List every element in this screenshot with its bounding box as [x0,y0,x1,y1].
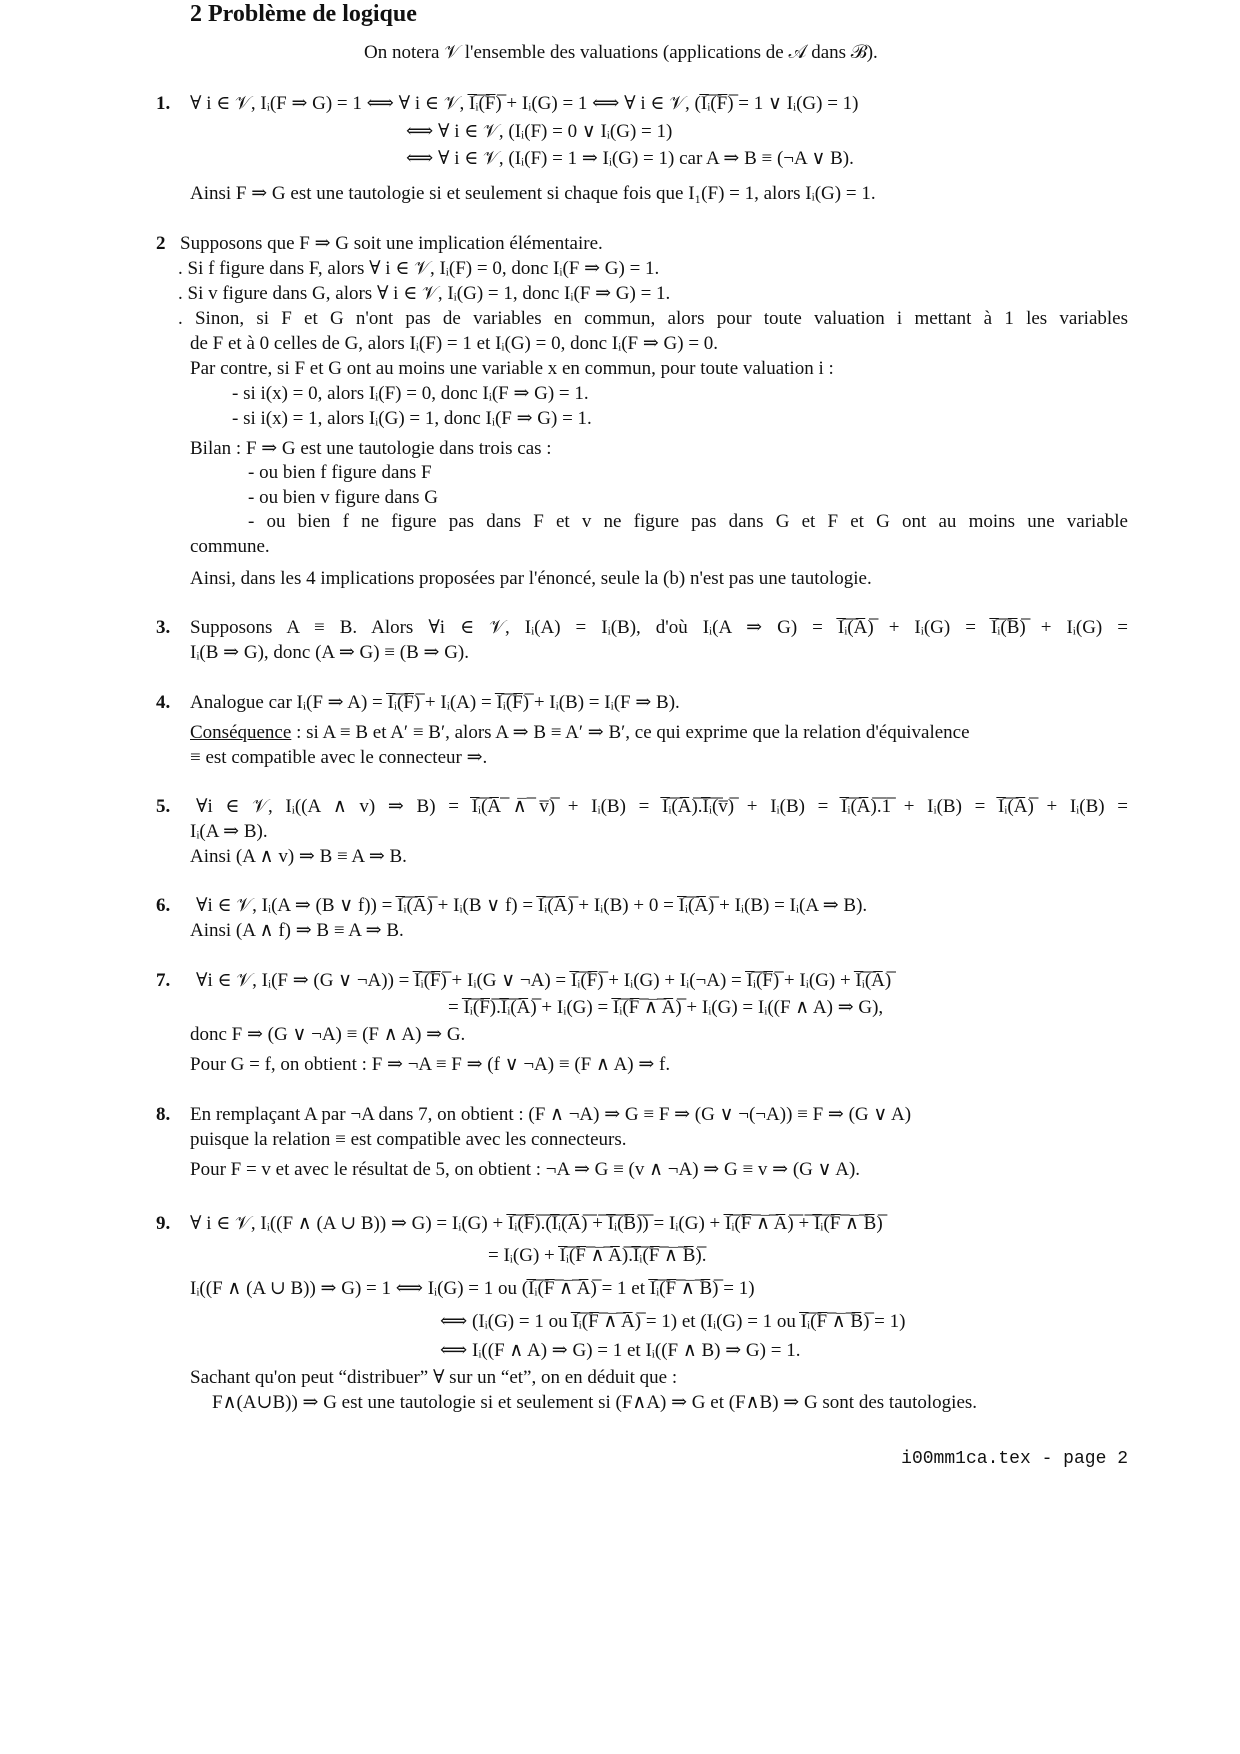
q1-number: 1. [156,93,171,114]
q9-line2: = Iᵢ(G) + I̅ᵢ̅(̅F̅ ̅∧̅ ̅A̅)̅.̅I̅ᵢ̅(̅F̅ ̅∧̅ ̅B̅)̅. [488,1245,707,1266]
q8-line1: En remplaçant A par ¬A dans 7, on obtient : (F ∧ ¬A) ⇒ G ≡ F ⇒ (G ∨ ¬(¬A)) ≡ F ⇒ (G ∨ A) [190,1104,912,1125]
section-title: 2 Problème de logique [190,1,417,27]
q3-line1: Supposons A ≡ B. Alors ∀i ∈ 𝒱, Iᵢ(A) = Iᵢ(B), d'où Iᵢ(A ⇒ G) = I̅ᵢ̅(̅A̅)̅ + Iᵢ(G) = I̅ᵢ̅(̅B̅)̅ + Iᵢ(G) = [190,617,1128,638]
q4-line1: Analogue car Iᵢ(F ⇒ A) = I̅ᵢ̅(̅F̅)̅ + Iᵢ(A) = I̅ᵢ̅(̅F̅)̅ + Iᵢ(B) = Iᵢ(F ⇒ B). [190,692,680,713]
q2-line2: . Si f figure dans F, alors ∀ i ∈ 𝒱, Iᵢ(F) = 0, donc Iᵢ(F ⇒ G) = 1. [178,258,660,279]
q9-number: 9. [156,1213,171,1234]
q9-line1: ∀ i ∈ 𝒱, Iᵢ((F ∧ (A ∪ B)) ⇒ G) = Iᵢ(G) + I̅ᵢ̅(̅F̅)̅.̅(̅I̅ᵢ̅(̅A̅)̅ ̅+̅ ̅I̅ᵢ̅(̅B̅)̅)̅ = Iᵢ(G) + I̅ᵢ̅(̅F̅ ̅∧̅ ̅A̅)̅ ̅+̅ ̅I̅ᵢ̅(̅F̅ ̅∧̅ ̅B̅)̅ [190,1213,883,1234]
q8-line3: Pour F = v et avec le résultat de 5, on obtient : ¬A ⇒ G ≡ (v ∧ ¬A) ⇒ G ≡ v ⇒ (G ∨ A). [190,1159,861,1180]
q2-line12: - ou bien f ne figure pas dans F et v ne figure pas dans G et F et G ont au moins une variable [248,511,1128,532]
q2-line4: . Sinon, si F et G n'ont pas de variables en commun, alors pour toute valuation i mettant à 1 les variables [178,308,1128,329]
q6-line2: Ainsi (A ∧ f) ⇒ B ≡ A ⇒ B. [190,920,404,941]
q2-line7: - si i(x) = 0, alors Iᵢ(F) = 0, donc Iᵢ(F ⇒ G) = 1. [232,383,589,404]
q1-line3: ⟺ ∀ i ∈ 𝒱, (Iᵢ(F) = 1 ⇒ Iᵢ(G) = 1) car A ⇒ B ≡ (¬A ∨ B). [406,148,854,169]
q8-line2: puisque la relation ≡ est compatible avec les connecteurs. [190,1129,627,1150]
q7-line1: ∀i ∈ 𝒱, Iᵢ(F ⇒ (G ∨ ¬A)) = I̅ᵢ̅(̅F̅)̅ + Iᵢ(G ∨ ¬A) = I̅ᵢ̅(̅F̅)̅ + Iᵢ(G) + Iᵢ(¬A) = I̅ᵢ̅(̅F̅)̅ + Iᵢ(G) + I̅ᵢ̅(̅A̅)̅ [196,970,892,991]
q1-line2: ⟺ ∀ i ∈ 𝒱, (Iᵢ(F) = 0 ∨ Iᵢ(G) = 1) [406,121,673,142]
q4-line3: ≡ est compatible avec le connecteur ⇒. [190,747,488,768]
q2-line11: - ou bien v figure dans G [248,487,438,508]
q5-number: 5. [156,796,171,817]
q2-line13: commune. [190,536,270,557]
q3-line2: Iᵢ(B ⇒ G), donc (A ⇒ G) ≡ (B ⇒ G). [190,642,469,663]
q4-consequence-label: Conséquence [190,722,292,743]
q7-number: 7. [156,970,171,991]
q5-line1: ∀i ∈ 𝒱, Iᵢ((A ∧ v) ⇒ B) = I̅ᵢ̅(̅A̅ ̅∧̅ ̅v̅)̅ + Iᵢ(B) = I̅ᵢ̅(̅A̅)̅.̅I̅ᵢ̅(̅v̅)̅ + Iᵢ(B) = I̅ᵢ̅(̅A̅)̅.̅1̅ + Iᵢ(B) = I̅ᵢ̅(̅A̅)̅ + Iᵢ(B) = [196,796,1128,817]
q4-consequence-text: : si A ≡ B et A′ ≡ B′, alors A ⇒ B ≡ A′ ⇒ B′, ce qui exprime que la relation d'équivalence [291,722,970,743]
intro-text: On notera 𝒱 l'ensemble des valuations (applications de 𝒜 dans ℬ). [364,42,878,63]
page-footer: i00mm1ca.tex - page 2 [901,1449,1128,1469]
q2-line9: Bilan : F ⇒ G est une tautologie dans trois cas : [190,438,552,459]
q8-number: 8. [156,1104,171,1125]
q2-line8: - si i(x) = 1, alors Iᵢ(G) = 1, donc Iᵢ(F ⇒ G) = 1. [232,408,592,429]
q2-line1: Supposons que F ⇒ G soit une implication élémentaire. [180,233,603,254]
q7-line4: Pour G = f, on obtient : F ⇒ ¬A ≡ F ⇒ (f ∨ ¬A) ≡ (F ∧ A) ⇒ f. [190,1054,671,1075]
q9-line4: ⟺ (Iᵢ(G) = 1 ou I̅ᵢ̅(̅F̅ ̅∧̅ ̅A̅)̅ = 1) et (Iᵢ(G) = 1 ou I̅ᵢ̅(̅F̅ ̅∧̅ ̅B̅)̅ = 1) [440,1311,906,1332]
q2-line5: de F et à 0 celles de G, alors Iᵢ(F) = 1 et Iᵢ(G) = 0, donc Iᵢ(F ⇒ G) = 0. [190,333,719,354]
q7-line3: donc F ⇒ (G ∨ ¬A) ≡ (F ∧ A) ⇒ G. [190,1024,466,1045]
q5-line2: Iᵢ(A ⇒ B). [190,821,268,842]
q1-line1: ∀ i ∈ 𝒱, Iᵢ(F ⇒ G) = 1 ⟺ ∀ i ∈ 𝒱, I̅ᵢ̅(̅F̅)̅ + Iᵢ(G) = 1 ⟺ ∀ i ∈ 𝒱, (I̅ᵢ̅(̅F̅)̅ = 1 ∨ Iᵢ(G) = 1) [190,93,859,114]
q9-line3: Iᵢ((F ∧ (A ∪ B)) ⇒ G) = 1 ⟺ Iᵢ(G) = 1 ou (I̅ᵢ̅(̅F̅ ̅∧̅ ̅A̅)̅ = 1 et I̅ᵢ̅(̅F̅ ̅∧̅ ̅B̅)̅ = 1) [190,1278,755,1299]
q2-number: 2 [156,233,166,254]
q1-line4: Ainsi F ⇒ G est une tautologie si et seulement si chaque fois que I₁(F) = 1, alors Iᵢ(G) = 1. [190,183,876,204]
q6-number: 6. [156,895,171,916]
q5-line3: Ainsi (A ∧ v) ⇒ B ≡ A ⇒ B. [190,846,407,867]
q4-line2 [190,721,970,745]
q2-line10: - ou bien f figure dans F [248,462,432,483]
q9-line5: ⟺ Iᵢ((F ∧ A) ⇒ G) = 1 et Iᵢ((F ∧ B) ⇒ G) = 1. [440,1340,801,1361]
q2-line3: . Si v figure dans G, alors ∀ i ∈ 𝒱, Iᵢ(G) = 1, donc Iᵢ(F ⇒ G) = 1. [178,283,671,304]
q3-number: 3. [156,617,171,638]
q2-line14: Ainsi, dans les 4 implications proposées par l'énoncé, seule la (b) n'est pas une tautologie. [190,568,872,589]
q2-line6: Par contre, si F et G ont au moins une variable x en commun, pour toute valuation i : [190,358,834,379]
q7-line2: = I̅ᵢ̅(̅F̅)̅.̅I̅ᵢ̅(̅A̅)̅ + Iᵢ(G) = I̅ᵢ̅(̅F̅ ̅∧̅ ̅A̅)̅ + Iᵢ(G) = Iᵢ((F ∧ A) ⇒ G), [448,997,884,1018]
q4-number: 4. [156,692,171,713]
q9-line7: F∧(A∪B)) ⇒ G est une tautologie si et seulement si (F∧A) ⇒ G et (F∧B) ⇒ G sont des tautologies. [212,1392,978,1413]
q6-line1: ∀i ∈ 𝒱, Iᵢ(A ⇒ (B ∨ f)) = I̅ᵢ̅(̅A̅)̅ + Iᵢ(B ∨ f) = I̅ᵢ̅(̅A̅)̅ + Iᵢ(B) + 0 = I̅ᵢ̅(̅A̅)̅ + Iᵢ(B) = Iᵢ(A ⇒ B). [196,895,868,916]
q9-line6: Sachant qu'on peut “distribuer” ∀ sur un “et”, on en déduit que : [190,1367,678,1388]
